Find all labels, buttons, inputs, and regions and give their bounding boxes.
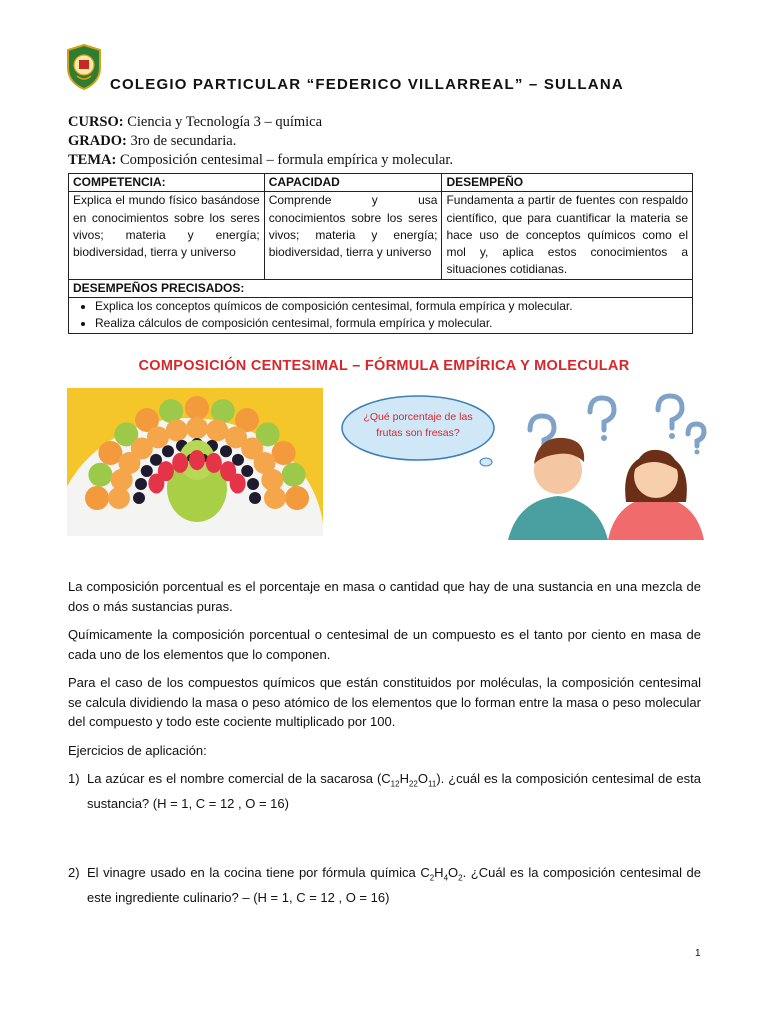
tema-label: TEMA: bbox=[68, 152, 117, 168]
bubble-question: ¿Qué porcentaje de las frutas son fresas? bbox=[363, 411, 473, 439]
list-item: • Explica los conceptos químicos de composición centesimal, formula empírica y molecular. bbox=[95, 298, 688, 315]
curso-label: CURSO: bbox=[68, 114, 124, 130]
course-info bbox=[68, 113, 453, 170]
paragraph-calculation: Para el caso de los compuestos químicos que están constituidos por moléculas, la composición centesimal se calcula dividiendo la masa o peso atómico de los elementos que lo forman entre la masa o peso molecular del compuesto y todo este cociente multiplicado por 100. bbox=[68, 675, 701, 729]
exercise-1 bbox=[68, 769, 701, 814]
tema-value: Composición centesimal – formula empírica y molecular. bbox=[116, 152, 453, 168]
competency-table bbox=[68, 173, 693, 334]
exercise-text: La azúcar es el nombre comercial de la sacarosa $(C_{12}H_{22}O_{11})$. ¿cuál es la composición centesimal de esta sustancia? (H = 1, C = 12 , O = 16) bbox=[87, 771, 701, 812]
exercises-heading: Ejercicios de aplicación: bbox=[68, 743, 207, 758]
school-name: COLEGIO PARTICULAR “FEDERICO VILLARREAL” – SULLANA bbox=[110, 76, 624, 93]
grado-label: GRADO: bbox=[68, 133, 127, 149]
grado-value: 3ro de secundaria. bbox=[126, 133, 237, 149]
header-competencia: COMPETENCIA: bbox=[69, 174, 265, 192]
document-header bbox=[66, 44, 706, 94]
paragraph-chemistry: Químicamente la composición porcentual o centesimal de un compuesto es el tanto por ciento en masa de cada uno de los elementos que lo componen. bbox=[68, 627, 701, 662]
paragraph-definition: La composición porcentual es el porcentaje en masa o cantidad que hay de una sustancia en una mezcla de dos o más sustancias puras. bbox=[68, 579, 701, 614]
curso-line bbox=[68, 113, 453, 132]
exercise-number: 1) bbox=[68, 771, 80, 786]
school-crest-icon bbox=[66, 44, 102, 90]
grado-line bbox=[68, 132, 453, 151]
table-header-row bbox=[69, 174, 693, 192]
precisados-label: DESEMPEÑOS PRECISADOS: bbox=[69, 279, 693, 297]
tema-line bbox=[68, 151, 453, 170]
precisados-header-row bbox=[69, 279, 693, 297]
exercise-2 bbox=[68, 863, 701, 908]
header-capacidad: CAPACIDAD bbox=[264, 174, 442, 192]
fruit-turkey-image bbox=[67, 388, 323, 536]
cell-capacidad: Comprende y usa conocimientos sobre los seres vivos; materia y energía; biodiversidad, tierra y universo bbox=[264, 192, 442, 279]
exercise-number: 2) bbox=[68, 865, 80, 880]
precisados-cell bbox=[69, 298, 693, 334]
precisados-row bbox=[69, 298, 693, 334]
section-title: COMPOSICIÓN CENTESIMAL – FÓRMULA EMPÍRICA Y MOLECULAR bbox=[138, 358, 630, 374]
cell-desempeno: Fundamenta a partir de fuentes con respaldo científico, que para cuantificar la materia se hace uso de conceptos químicos como el mol y, aplica estos conocimientos a situaciones cotidianas. bbox=[442, 192, 693, 279]
curso-value: Ciencia y Tecnología 3 – química bbox=[123, 114, 323, 130]
table-row bbox=[69, 192, 693, 279]
cell-competencia: Explica el mundo físico basándose en conocimientos sobre los seres vivos; materia y energía; biodiversidad, tierra y universo bbox=[69, 192, 265, 279]
page-number: 1 bbox=[695, 948, 701, 959]
precisados-list bbox=[73, 298, 688, 333]
exercise-text: El vinagre usado en la cocina tiene por fórmula química $C_2H_4O_2$. ¿Cuál es la composición centesimal de este ingrediente culinario? – (H = 1, C = 12 , O = 16) bbox=[87, 865, 702, 906]
confused-people-image bbox=[508, 390, 708, 540]
list-item: • Realiza cálculos de composición centesimal, formula empírica y molecular. bbox=[95, 315, 688, 332]
header-desempeno: DESEMPEÑO bbox=[442, 174, 693, 192]
